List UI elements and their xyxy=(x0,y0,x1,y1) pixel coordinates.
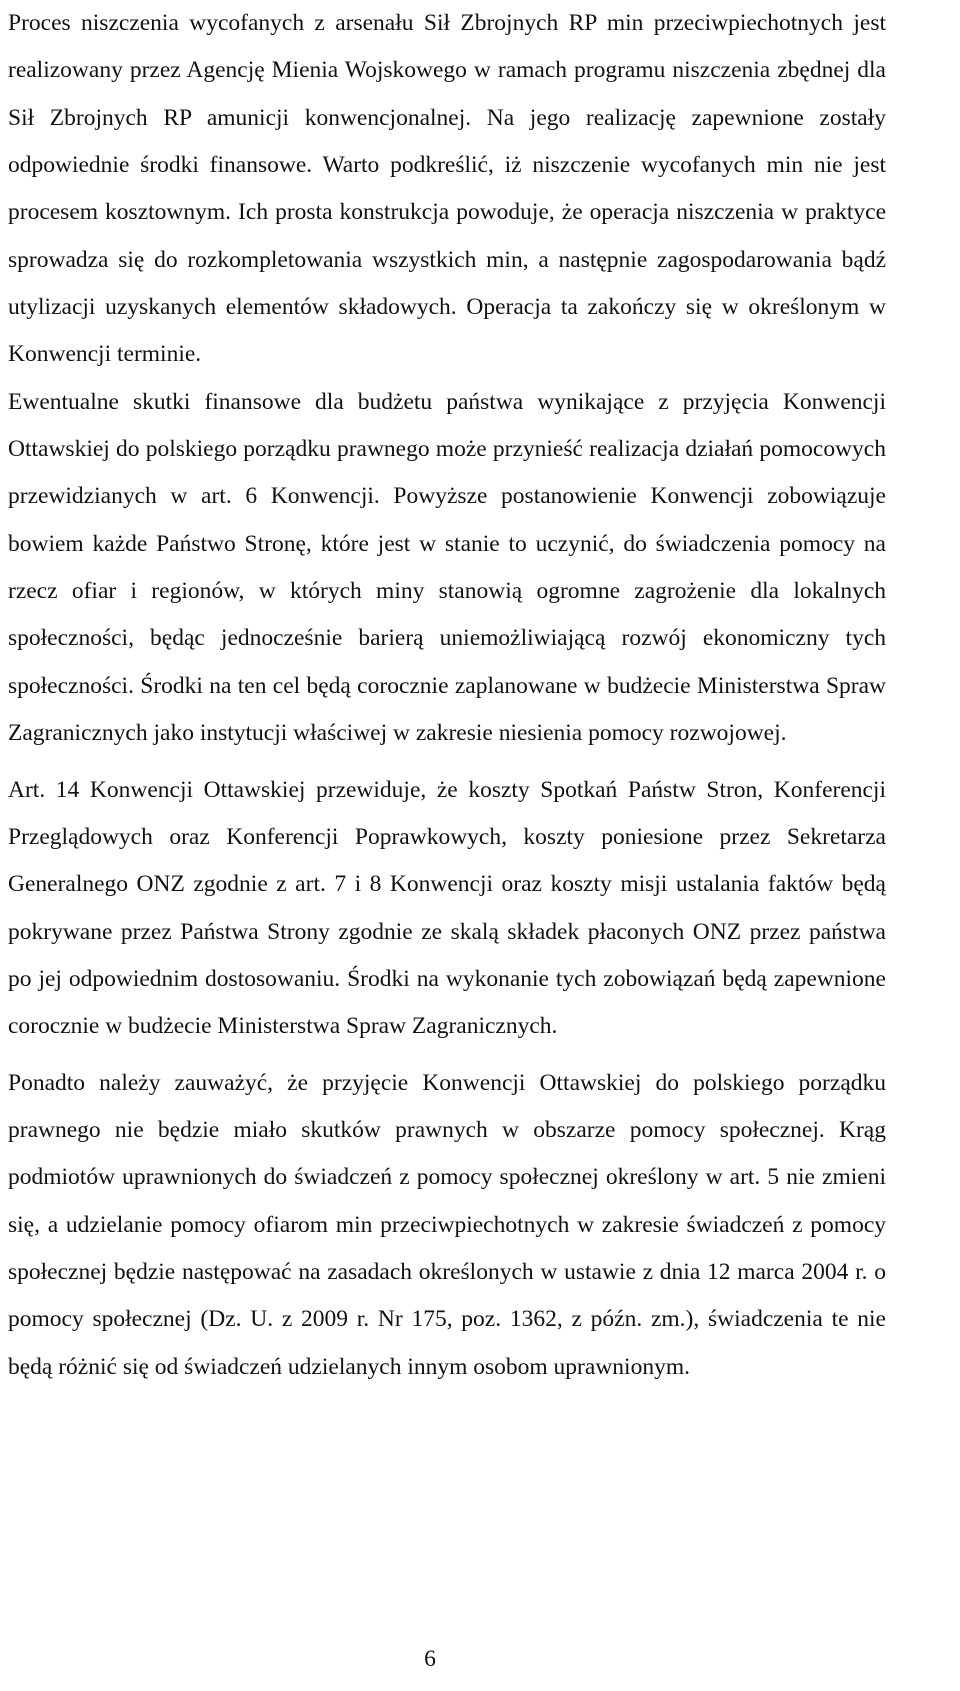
paragraph-social-assistance: Ponadto należy zauważyć, że przyjęcie Konwencji Ottawskiej do polskiego porządku prawnego nie będzie miało skutków prawnych w obszarze pomocy społecznej. Krąg podmiotów uprawnionych do świadczeń z pomocy społecznej określony w art. 5 nie zmieni się, a udzielanie pomocy ofiarom min przeciwpiechotnych w zakresie świadczeń z pomocy społecznej będzie następować na zasadach określonych w ustawie z dnia 12 marca 2004 r. o pomocy społecznej (Dz. U. z 2009 r. Nr 175, poz. 1362, z późn. zm.), świadczenia te nie będą różnić się od świadczeń udzielanych innym osobom uprawnionym. xyxy=(8,1069,886,1380)
page-number: 6 xyxy=(424,1646,436,1672)
paragraph-mine-destruction: Proces niszczenia wycofanych z arsenału Sił Zbrojnych RP min przeciwpiechotnych jest realizowany przez Agencję Mienia Wojskowego w ramach programu niszczenia zbędnej dla Sił Zbrojnych RP amunicji konwencjonalnej. Na jego realizację zapewnione zostały odpowiednie środki finansowe. Warto podkreślić, iż niszczenie wycofanych min nie jest procesem kosztownym. Ich prosta konstrukcja powoduje, że operacja niszczenia w praktyce sprowadza się do rozkompletowania wszystkich min, a następnie zagospodarowania bądź utylizacji uzyskanych elementów składowych. Operacja ta zakończy się w określonym w Konwencji terminie. xyxy=(8,10,886,368)
document-page xyxy=(8,0,886,1691)
paragraph-article-14: Art. 14 Konwencji Ottawskiej przewiduje, że koszty Spotkań Państw Stron, Konferencji Przeglądowych oraz Konferencji Poprawkowych, koszty poniesione przez Sekretarza Generalnego ONZ zgodnie z art. 7 i 8 Konwencji oraz koszty misji ustalania faktów będą pokrywane przez Państwa Strony zgodnie ze skalą składek płaconych ONZ przez państwa po jej odpowiednim dostosowaniu. Środki na wykonanie tych zobowiązań będą zapewnione corocznie w budżecie Ministerstwa Spraw Zagranicznych. xyxy=(8,776,886,1040)
paragraph-financial-effects: Ewentualne skutki finansowe dla budżetu państwa wynikające z przyjęcia Konwencji Ottawskiej do polskiego porządku prawnego może przynieść realizacja działań pomocowych przewidzianych w art. 6 Konwencji. Powyższe postanowienie Konwencji zobowiązuje bowiem każde Państwo Stronę, które jest w stanie to uczynić, do świadczenia pomocy na rzecz ofiar i regionów, w których miny stanowią ogromne zagrożenie dla lokalnych społeczności, będąc jednocześnie barierą uniemożliwiającą rozwój ekonomiczny tych społeczności. Środki na ten cel będą corocznie zaplanowane w budżecie Ministerstwa Spraw Zagranicznych jako instytucji właściwej w zakresie niesienia pomocy rozwojowej. xyxy=(8,388,886,747)
